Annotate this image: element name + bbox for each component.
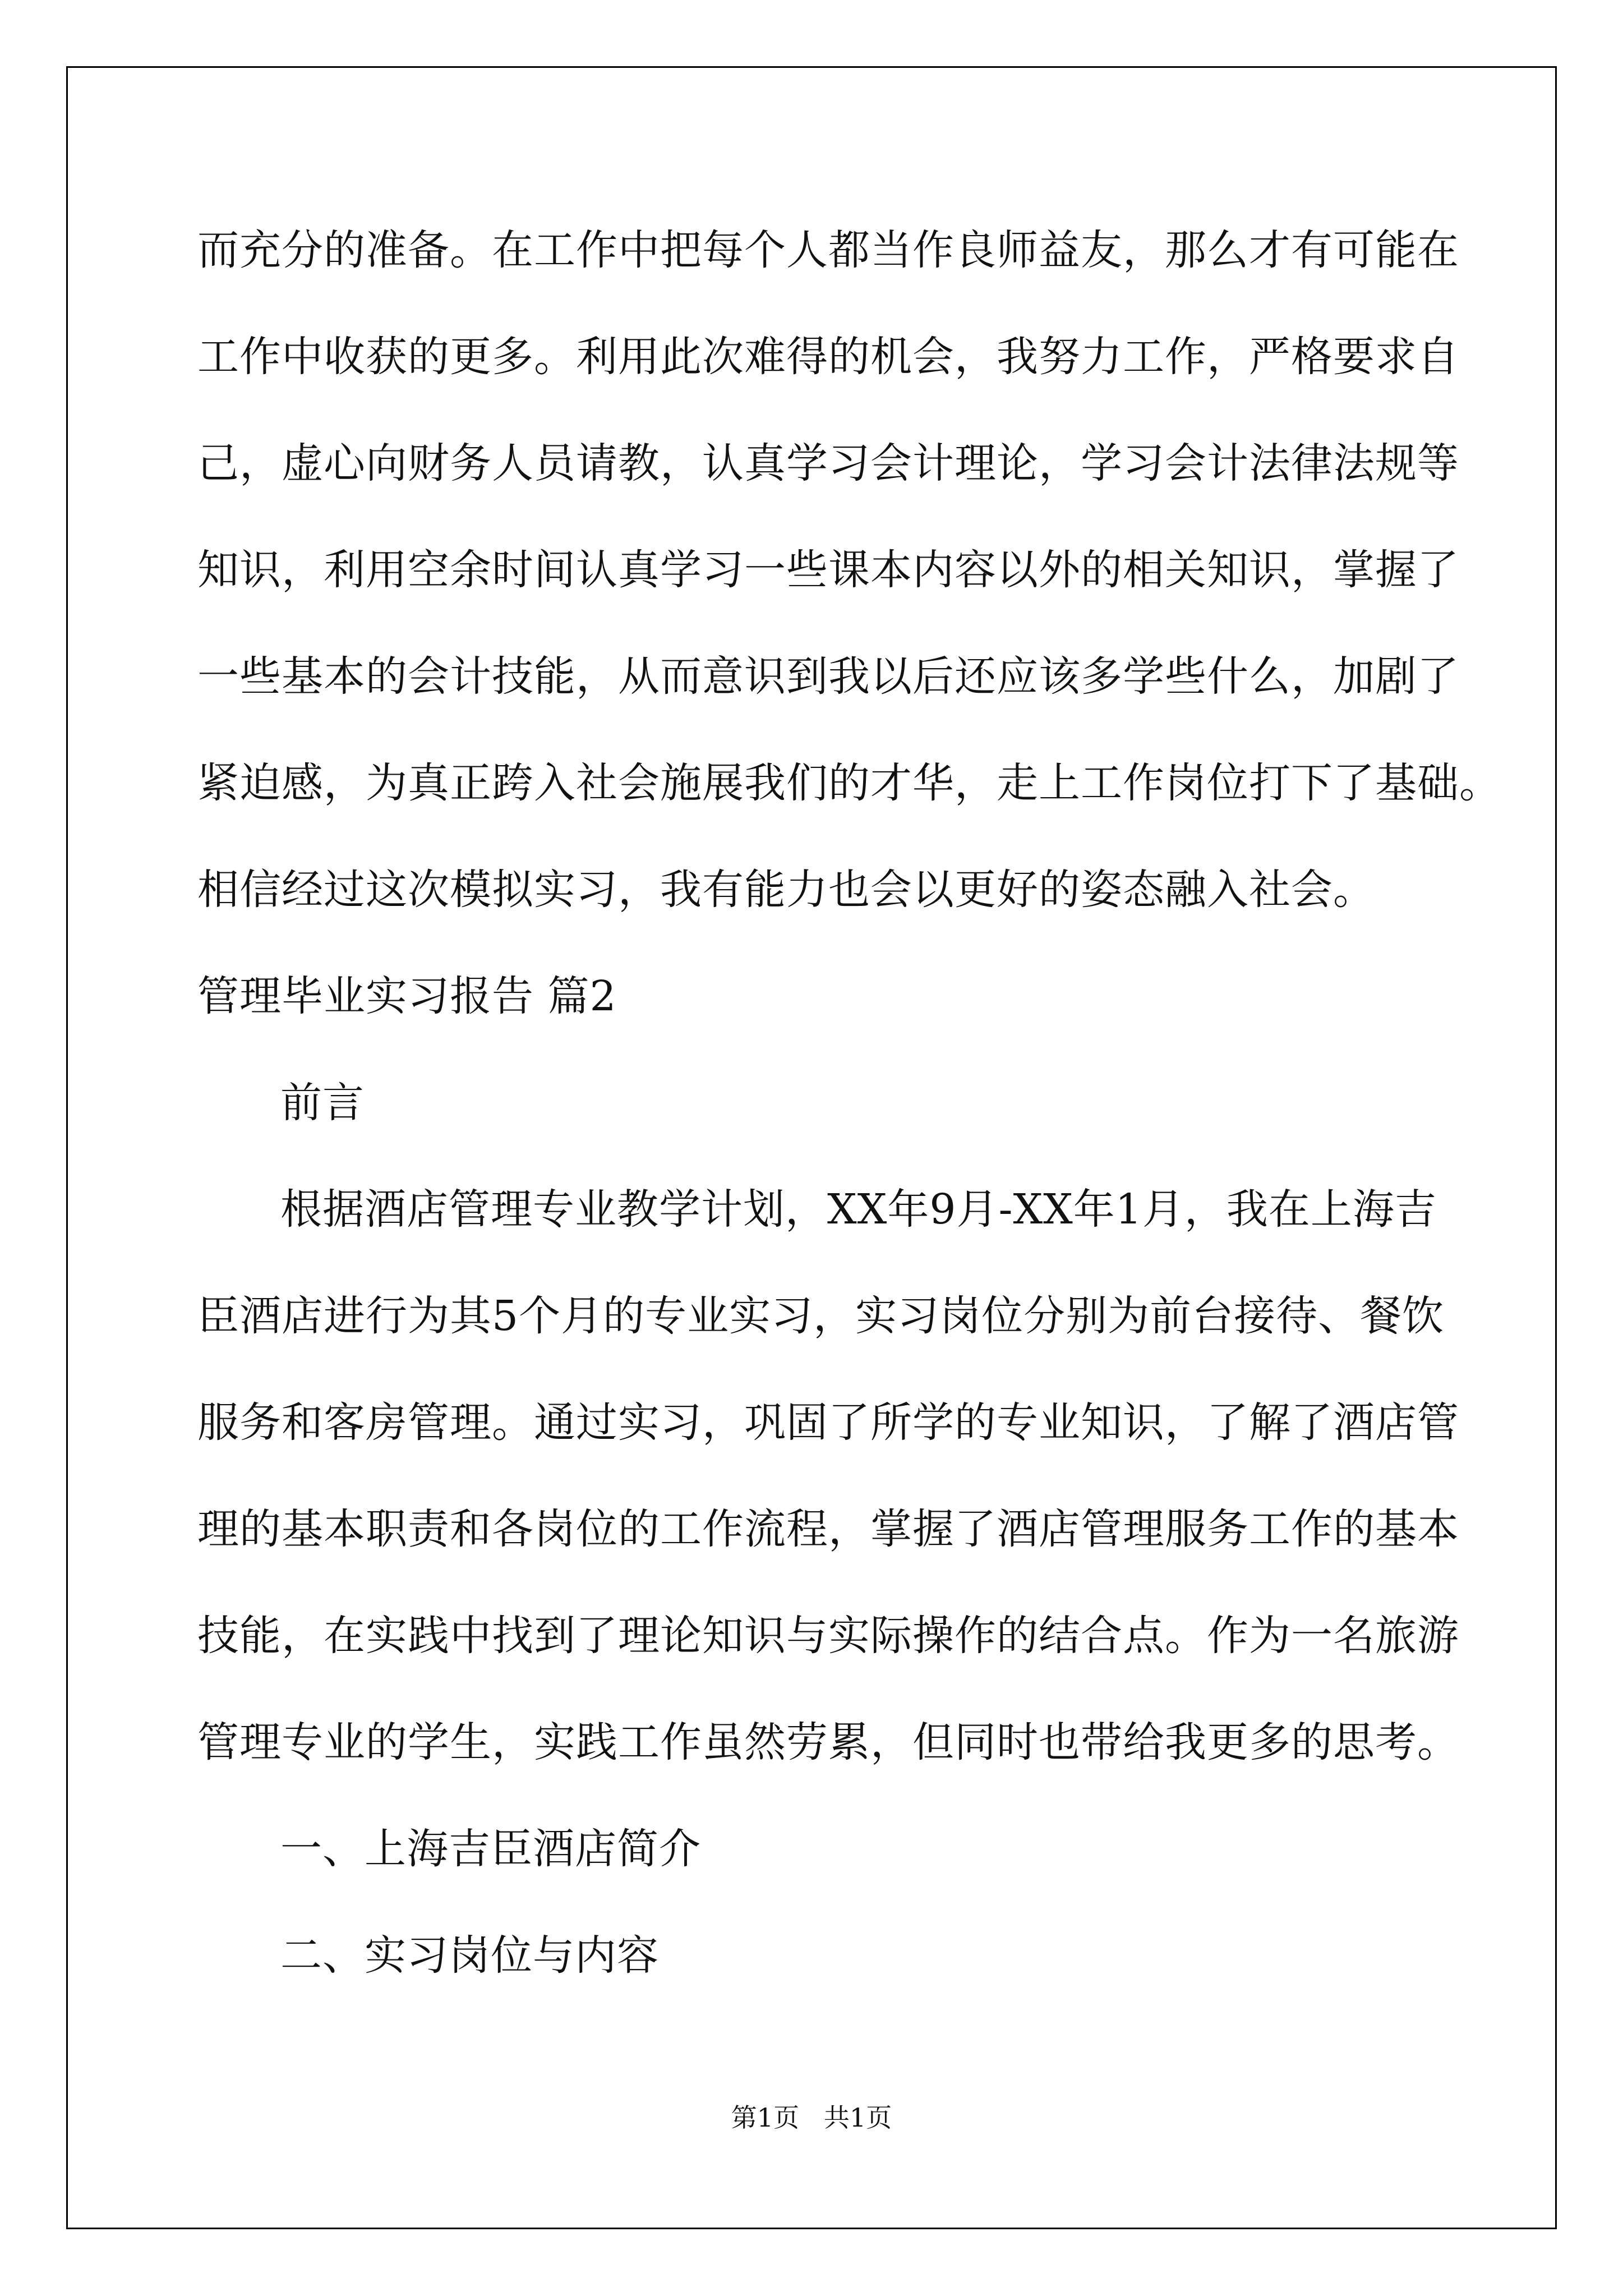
outline-item: 一、上海吉臣酒店简介 [280,1825,701,1873]
paragraph-line: 臣酒店进行为其5个月的专业实习，实习岗位分别为前台接待、餐饮 [197,1292,1445,1340]
outline-item: 二、实习岗位与内容 [280,1931,659,1980]
paragraph-line: 技能，在实践中找到了理论知识与实际操作的结合点。作为一名旅游 [197,1612,1459,1660]
paragraph-line: 紧迫感，为真正跨入社会施展我们的才华，走上工作岗位打下了基础。 [197,759,1501,807]
paragraph-line: 服务和客房管理。通过实习，巩固了所学的专业知识，了解了酒店管 [197,1398,1459,1447]
page-number-footer: 第1页 共1页 [731,2102,892,2133]
paragraph-line: 管理专业的学生，实践工作虽然劳累，但同时也带给我更多的思考。 [197,1718,1459,1766]
paragraph-line: 一些基本的会计技能，从而意识到我以后还应该多学些什么，加剧了 [197,652,1459,701]
paragraph-line: 相信经过这次模拟实习，我有能力也会以更好的姿态融入社会。 [197,866,1375,914]
paragraph-line: 工作中收获的更多。利用此次难得的机会，我努力工作，严格要求自 [197,333,1459,381]
preface-heading: 前言 [280,1079,365,1127]
paragraph-line: 知识，利用空余时间认真学习一些课本内容以外的相关知识，掌握了 [197,546,1459,594]
section-title: 管理毕业实习报告 篇2 [197,972,617,1020]
paragraph-line: 理的基本职责和各岗位的工作流程，掌握了酒店管理服务工作的基本 [197,1505,1459,1553]
paragraph-line: 己，虚心向财务人员请教，认真学习会计理论，学习会计法律法规等 [197,439,1459,487]
paragraph-line: 根据酒店管理专业教学计划，XX年9月-XX年1月，我在上海吉 [280,1185,1437,1234]
paragraph-line: 而充分的准备。在工作中把每个人都当作良师益友，那么才有可能在 [197,226,1459,274]
page-border [66,66,1557,2229]
